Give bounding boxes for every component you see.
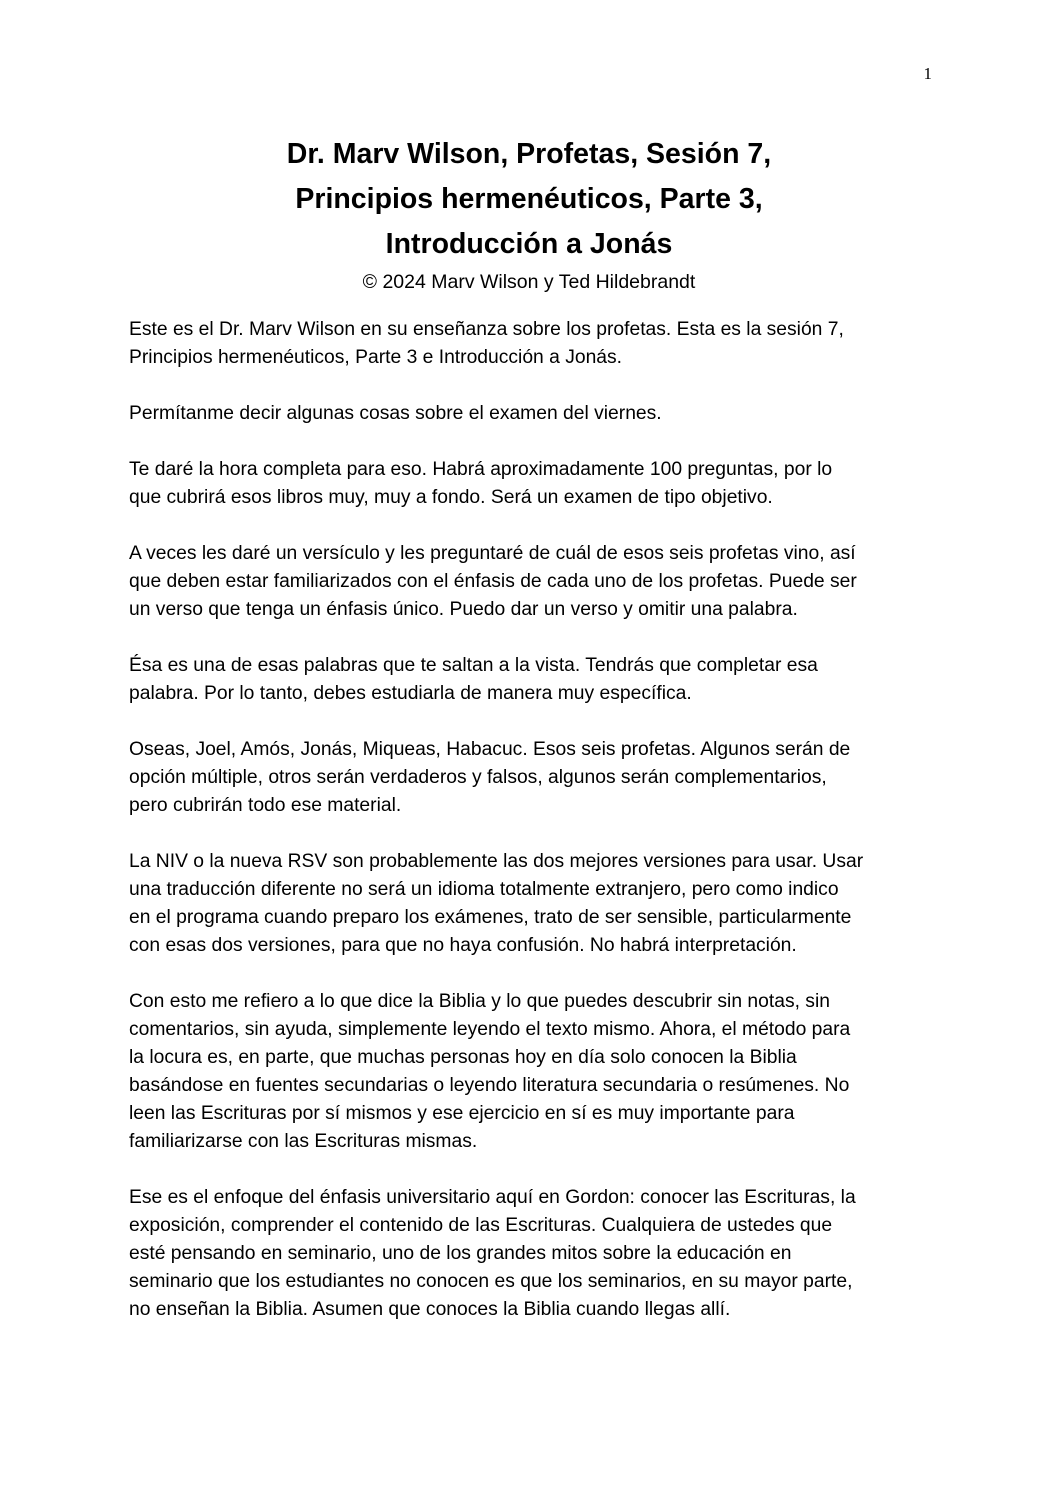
paragraph-line: Oseas, Joel, Amós, Jonás, Miqueas, Habacuc. Esos seis profetas. Algunos serán de — [129, 739, 851, 760]
paragraph-line: pero cubrirán todo ese material. — [129, 795, 402, 816]
page-number: 1 — [923, 64, 932, 83]
paragraph-1 — [129, 316, 939, 372]
paragraph-line: que cubrirá esos libros muy, muy a fondo. Será un examen de tipo objetivo. — [129, 487, 773, 508]
paragraph-line: esté pensando en seminario, uno de los grandes mitos sobre la educación en — [129, 1243, 792, 1264]
paragraph-line: una traducción diferente no será un idioma totalmente extranjero, pero como indico — [129, 879, 839, 900]
paragraph-line: leen las Escrituras por sí mismos y ese ejercicio en sí es muy importante para — [129, 1103, 795, 1124]
paragraph-line: con esas dos versiones, para que no haya confusión. No habrá interpretación. — [129, 935, 797, 956]
paragraph-line: exposición, comprender el contenido de las Escrituras. Cualquiera de ustedes que — [129, 1215, 833, 1236]
paragraph-line: opción múltiple, otros serán verdaderos y falsos, algunos serán complementarios, — [129, 767, 827, 788]
paragraph-line: comentarios, sin ayuda, simplemente leyendo el texto mismo. Ahora, el método para — [129, 1019, 851, 1040]
paragraph-line: La NIV o la nueva RSV son probablemente las dos mejores versiones para usar. Usar — [129, 851, 864, 872]
paragraph-line: Te daré la hora completa para eso. Habrá aproximadamente 100 preguntas, por lo — [129, 459, 833, 480]
paragraph-line: en el programa cuando preparo los exámenes, trato de ser sensible, particularmente — [129, 907, 852, 928]
paragraph-line: Permítanme decir algunas cosas sobre el examen del viernes. — [129, 403, 662, 424]
document-body — [129, 316, 939, 1352]
paragraph-line: un verso que tenga un énfasis único. Puedo dar un verso y omitir una palabra. — [129, 599, 798, 620]
paragraph-2 — [129, 400, 939, 428]
title-line-1: Dr. Marv Wilson, Profetas, Sesión 7, — [286, 138, 772, 170]
document-header — [0, 132, 1058, 297]
copyright-line: © 2024 Marv Wilson y Ted Hildebrandt — [362, 271, 696, 293]
paragraph-line: palabra. Por lo tanto, debes estudiarla de manera muy específica. — [129, 683, 692, 704]
paragraph-line: Ésa es una de esas palabras que te saltan a la vista. Tendrás que completar esa — [129, 655, 818, 676]
paragraph-5 — [129, 652, 939, 708]
paragraph-line: que deben estar familiarizados con el énfasis de cada uno de los profetas. Puede ser — [129, 571, 857, 592]
paragraph-line: no enseñan la Biblia. Asumen que conoces la Biblia cuando llegas allí. — [129, 1299, 731, 1320]
paragraph-line: A veces les daré un versículo y les preguntaré de cuál de esos seis profetas vino, así — [129, 543, 856, 564]
paragraph-3 — [129, 456, 939, 512]
paragraph-line: Ese es el enfoque del énfasis universitario aquí en Gordon: conocer las Escrituras, la — [129, 1187, 856, 1208]
paragraph-line: Con esto me refiero a lo que dice la Biblia y lo que puedes descubrir sin notas, sin — [129, 991, 830, 1012]
paragraph-7 — [129, 848, 939, 960]
paragraph-line: la locura es, en parte, que muchas personas hoy en día solo conocen la Biblia — [129, 1047, 797, 1068]
paragraph-4 — [129, 540, 939, 624]
paragraph-line: familiarizarse con las Escrituras mismas. — [129, 1131, 478, 1152]
title-line-2: Principios hermenéuticos, Parte 3, — [295, 183, 763, 215]
paragraph-line: Principios hermenéuticos, Parte 3 e Introducción a Jonás. — [129, 347, 623, 368]
paragraph-line: Este es el Dr. Marv Wilson en su enseñanza sobre los profetas. Esta es la sesión 7, — [129, 319, 844, 340]
paragraph-line: basándose en fuentes secundarias o leyendo literatura secundaria o resúmenes. No — [129, 1075, 850, 1096]
paragraph-9 — [129, 1184, 939, 1324]
title-line-3: Introducción a Jonás — [385, 228, 673, 260]
paragraph-6 — [129, 736, 939, 820]
paragraph-8 — [129, 988, 939, 1156]
paragraph-line: seminario que los estudiantes no conocen es que los seminarios, en su mayor parte, — [129, 1271, 853, 1292]
